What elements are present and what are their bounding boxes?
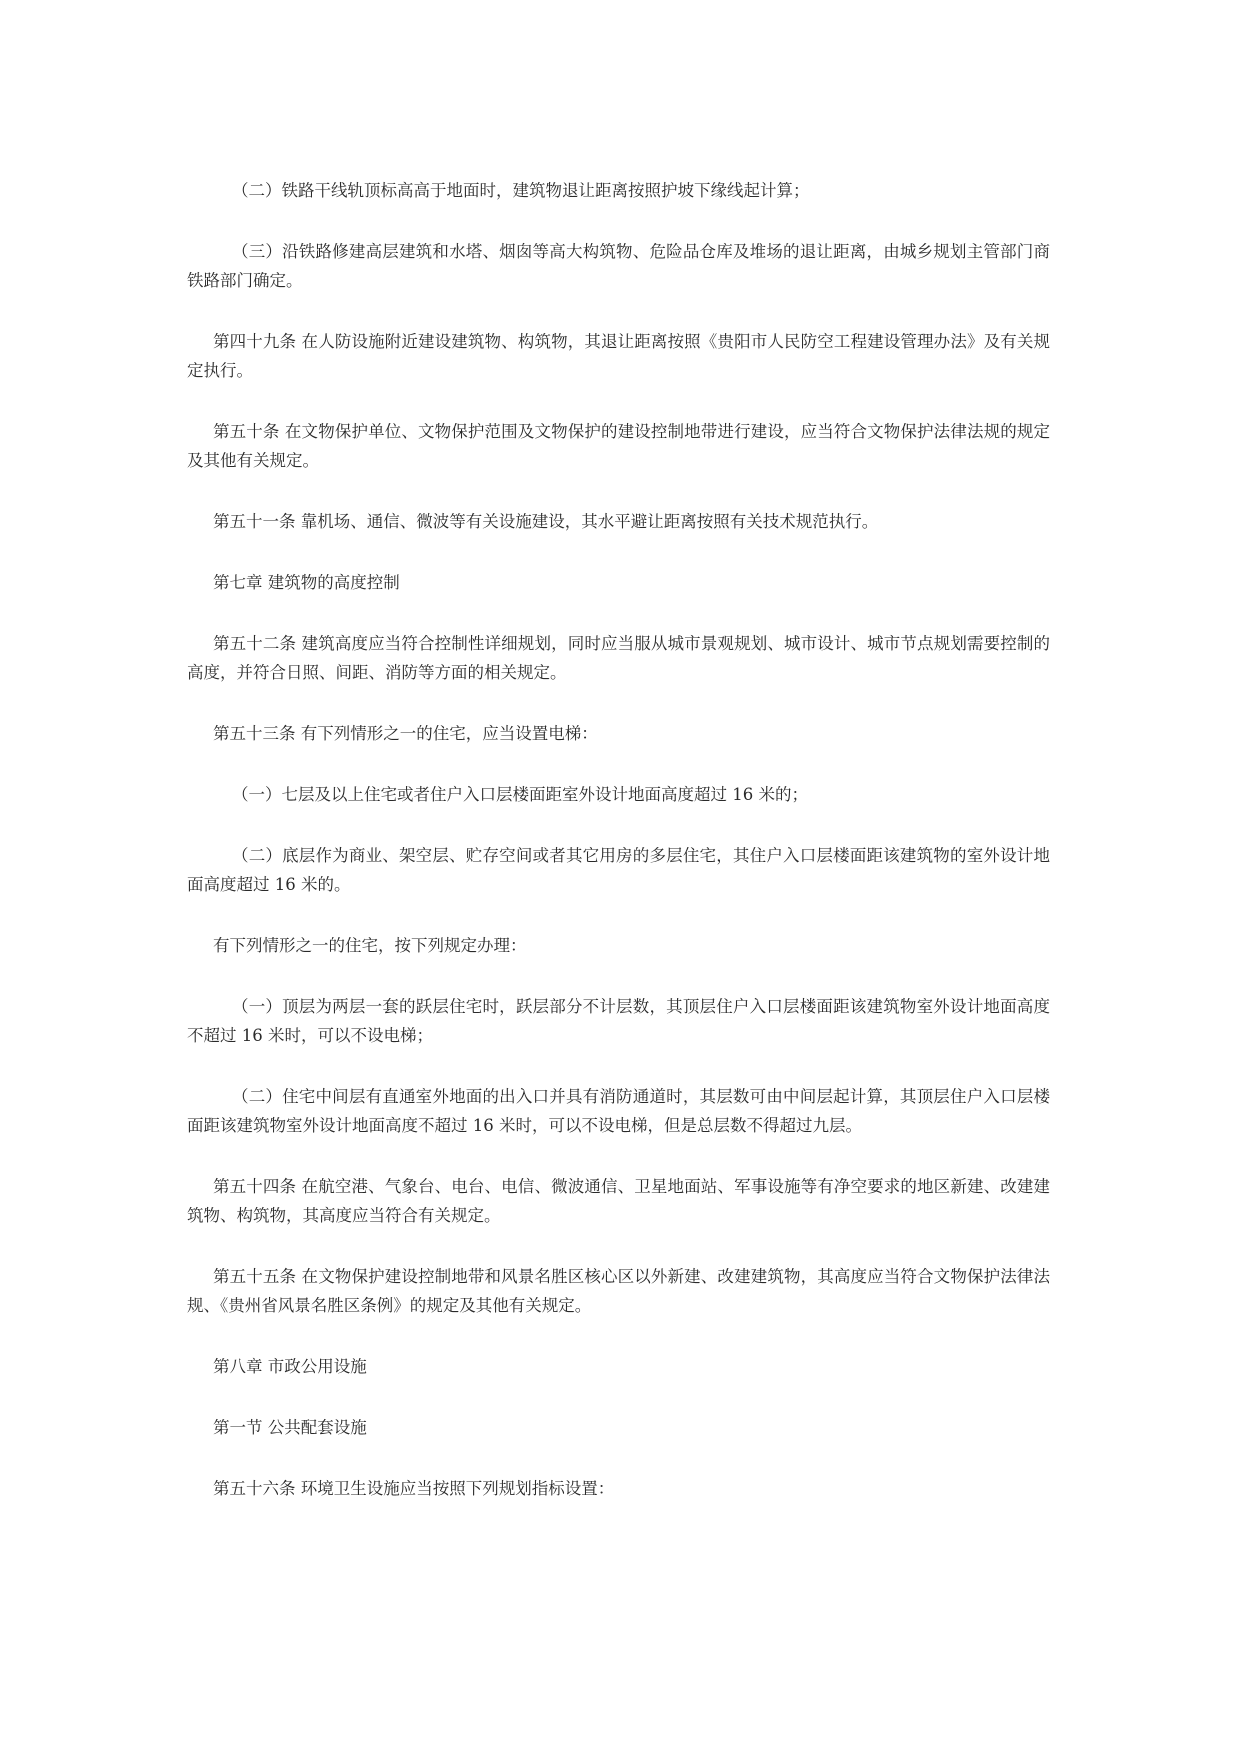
article-55: 第五十五条 在文物保护建设控制地带和风景名胜区核心区以外新建、改建建筑物，其高度应当符合文物保护法律法规、《贵州省风景名胜区条例》的规定及其他有关规定。 <box>187 1267 1050 1315</box>
article-53-item-1: （一）七层及以上住宅或者住户入口层楼面距室外设计地面高度超过 16 米的； <box>232 785 808 804</box>
article-53: 第五十三条 有下列情形之一的住宅，应当设置电梯： <box>213 724 598 743</box>
paragraph-railway-slope: （二）铁路干线轨顶标高高于地面时，建筑物退让距离按照护坡下缘线起计算； <box>232 181 810 200</box>
article-49: 第四十九条 在人防设施附近建设建筑物、构筑物，其退让距离按照《贵阳市人民防空工程建设管理办法》及有关规定执行。 <box>187 332 1050 380</box>
article-51: 第五十一条 靠机场、通信、微波等有关设施建设，其水平避让距离按照有关技术规范执行。 <box>213 512 879 531</box>
document-body <box>187 176 1050 1535</box>
exception-item-1: （一）顶层为两层一套的跃层住宅时，跃层部分不计层数，其顶层住户入口层楼面距该建筑物室外设计地面高度不超过 16 米时，可以不设电梯； <box>187 997 1050 1045</box>
article-54: 第五十四条 在航空港、气象台、电台、电信、微波通信、卫星地面站、军事设施等有净空要求的地区新建、改建建筑物、构筑物，其高度应当符合有关规定。 <box>187 1177 1050 1225</box>
exception-intro: 有下列情形之一的住宅，按下列规定办理： <box>213 936 527 955</box>
section-1-heading: 第一节 公共配套设施 <box>213 1418 367 1437</box>
chapter-8-heading: 第八章 市政公用设施 <box>213 1357 367 1376</box>
article-50: 第五十条 在文物保护单位、文物保护范围及文物保护的建设控制地带进行建设，应当符合文物保护法律法规的规定及其他有关规定。 <box>187 422 1050 470</box>
article-53-item-2: （二）底层作为商业、架空层、贮存空间或者其它用房的多层住宅，其住户入口层楼面距该建筑物的室外设计地面高度超过 16 米的。 <box>187 846 1050 894</box>
paragraph-railway-high-structures: （三）沿铁路修建高层建筑和水塔、烟囱等高大构筑物、危险品仓库及堆场的退让距离，由城乡规划主管部门商铁路部门确定。 <box>187 242 1050 290</box>
article-56: 第五十六条 环境卫生设施应当按照下列规划指标设置： <box>213 1479 615 1498</box>
article-52: 第五十二条 建筑高度应当符合控制性详细规划，同时应当服从城市景观规划、城市设计、城市节点规划需要控制的高度，并符合日照、间距、消防等方面的相关规定。 <box>187 634 1050 682</box>
chapter-7-heading: 第七章 建筑物的高度控制 <box>213 573 400 592</box>
exception-item-2: （二）住宅中间层有直通室外地面的出入口并具有消防通道时，其层数可由中间层起计算，其顶层住户入口层楼面距该建筑物室外设计地面高度不超过 16 米时，可以不设电梯，但是总层数不得超过九层。 <box>187 1087 1050 1135</box>
